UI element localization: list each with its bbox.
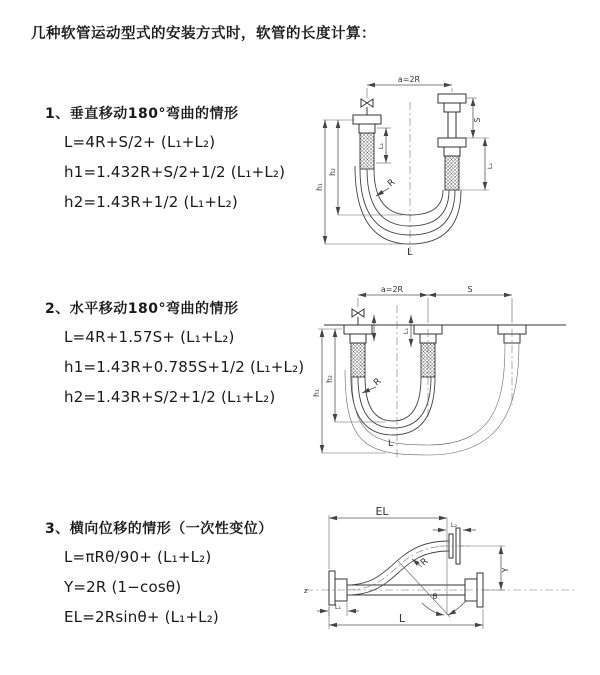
section3-formula-Y: Y=2R (1−cosθ) (64, 578, 182, 596)
section2-heading: 2、水平移动180°弯曲的情形 (45, 301, 239, 317)
dim-l-label: L (398, 612, 406, 625)
section1-formula-h2: h2=1.43R+1/2 (L₁+L₂) (64, 193, 238, 211)
s-curve-hose (347, 541, 449, 595)
dim-el (329, 505, 447, 569)
left-fitting (353, 115, 381, 169)
length-label: L (388, 439, 394, 449)
section3-formula-EL: EL=2Rsinθ+ (L₁+L₂) (64, 608, 219, 626)
radius-label: R (386, 177, 398, 190)
dim-s-label: S (467, 285, 473, 294)
left-fitting (344, 325, 372, 377)
dim-l2 (459, 138, 494, 190)
diagram2-svg (308, 285, 600, 465)
valve-icon (352, 309, 364, 325)
diagram-lateral-displacement (300, 503, 600, 653)
diagram1-svg (315, 72, 590, 258)
dim-l2-label: L₂ (486, 162, 494, 170)
valve-icon (361, 99, 373, 115)
section1-heading: 1、垂直移动180°弯曲的情形 (45, 106, 239, 122)
section2-formula-L: L=4R+1.57S+ (L₁+L₂) (64, 328, 235, 346)
dim-l2-label: L₂ (450, 521, 458, 529)
section1-formula-h1: h1=1.432R+S/2+1/2 (L₁+L₂) (64, 163, 286, 181)
theta-label: θ (432, 592, 438, 601)
page-title: 几种软管运动型式的安装方式时，软管的长度计算： (31, 26, 376, 42)
section3-heading: 3、横向位移的情形（一次性变位） (45, 521, 273, 537)
dim-s (466, 98, 489, 138)
centerline-break-mark: z (304, 587, 308, 595)
radius-label: R (419, 556, 431, 569)
dim-s-label: S (473, 117, 482, 123)
section2-formula-h1: h1=1.43R+0.785S+1/2 (L₁+L₂) (64, 358, 305, 376)
dim-a2r-label: a=2R (380, 285, 404, 294)
radius-callout (376, 178, 397, 196)
dim-y-label: Y (501, 567, 510, 573)
diagram-horizontal-180-bend (308, 285, 600, 465)
dim-a2r (358, 285, 512, 323)
section2-formula-h2: h2=1.43R+S/2+1/2 (L₁+L₂) (64, 388, 276, 406)
dim-h1 (312, 329, 386, 453)
dim-l1-label: L₁ (334, 603, 342, 611)
dim-l1-label: L₁ (402, 327, 410, 335)
length-label: L (407, 247, 413, 258)
dim-h1-label: h₁ (312, 389, 321, 397)
dim-l (329, 607, 483, 629)
dim-h2-label: h₂ (328, 168, 337, 176)
section3-formula-L: L=πRθ/90+ (L₁+L₂) (64, 548, 212, 566)
dim-l1 (376, 128, 391, 163)
dim-l1-label: L₁ (377, 142, 385, 150)
radius-label: R (372, 376, 384, 389)
right-fitting (438, 94, 466, 190)
dim-l2 (433, 521, 476, 530)
section1-formula-L: L=4R+S/2+ (L₁+L₂) (64, 133, 216, 151)
dim-y (460, 546, 510, 590)
dim-l1 (317, 602, 359, 616)
dim-a2r (367, 75, 452, 98)
left-flange (329, 571, 347, 605)
diagram-vertical-180-bend (315, 72, 590, 258)
radius-callout (412, 557, 430, 569)
dim-h1-label: h₁ (315, 183, 324, 191)
diagram3-svg (300, 503, 600, 653)
dim-el-label: EL (375, 505, 389, 518)
dim-a2r-label: a=2R (397, 75, 421, 84)
dim-h2-label: h₂ (325, 375, 334, 383)
dim-l1 (402, 315, 411, 347)
